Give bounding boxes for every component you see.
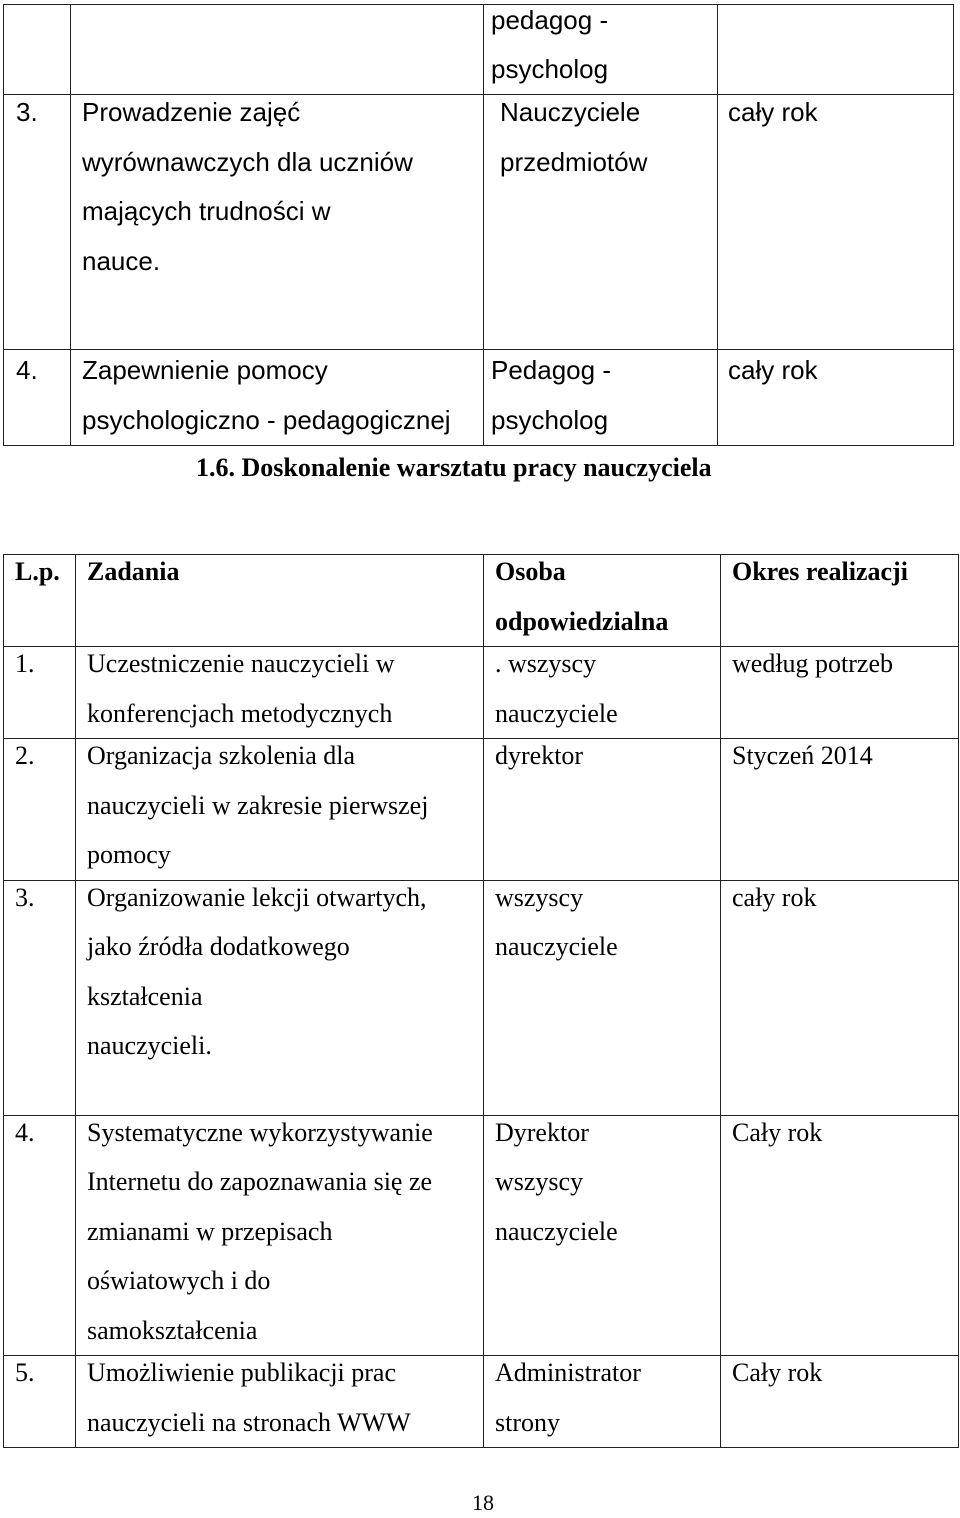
row-number-text: 2. <box>15 741 35 770</box>
row-number <box>4 95 71 350</box>
row-number-text: 4. <box>16 355 38 385</box>
row-number-text: 3. <box>16 97 38 127</box>
responsible-cell <box>484 739 721 881</box>
period-cell <box>721 880 959 1115</box>
responsible-cell <box>484 350 718 446</box>
table-row <box>4 5 954 95</box>
task-cell <box>71 350 484 446</box>
responsible-text: Pedagog - psycholog <box>491 355 611 435</box>
task-cell <box>76 739 484 881</box>
table-row <box>4 1115 959 1356</box>
period-text: cały rok <box>728 97 818 127</box>
row-number-text: 3. <box>15 882 35 912</box>
continuation-table <box>3 4 954 446</box>
responsible-cell <box>484 1356 721 1448</box>
header-period <box>721 555 959 647</box>
table-row <box>4 880 959 1115</box>
period-text: cały rok <box>728 355 818 385</box>
tasks-table <box>3 554 959 1448</box>
task-text: Uczestniczenie nauczycieli w konferencjach metodycznych <box>87 649 395 728</box>
task-cell <box>76 880 484 1115</box>
task-text: Zapewnienie pomocy psychologiczno - pedagogicznej <box>82 355 451 435</box>
table-row <box>4 350 954 446</box>
row-number-text: 5. <box>15 1358 35 1387</box>
task-text: Organizacja szkolenia dla nauczycieli w zakresie pierwszej pomocy <box>87 741 429 869</box>
page-number: 18 <box>472 1490 494 1515</box>
section-heading <box>196 448 712 488</box>
task-text: Prowadzenie zajęć wyrównawczych dla uczniów mających trudności w nauce. <box>82 97 413 276</box>
period-text: według potrzeb <box>732 649 894 678</box>
period-cell <box>721 1115 959 1356</box>
responsible-cell <box>484 1115 721 1356</box>
responsible-cell <box>484 95 718 350</box>
header-task-text: Zadania <box>87 557 180 586</box>
responsible-text: Nauczyciele przedmiotów <box>500 97 648 177</box>
row-number <box>4 5 71 95</box>
period-text: cały rok <box>732 882 817 912</box>
responsible-text: . wszyscy nauczyciele <box>495 649 618 728</box>
row-number <box>4 880 76 1115</box>
period-cell <box>721 1356 959 1448</box>
section-heading-text: 1.6. Doskonalenie warsztatu pracy nauczyciela <box>196 453 712 482</box>
row-number-text: 1. <box>15 649 35 678</box>
responsible-cell <box>484 5 718 95</box>
period-cell <box>721 739 959 881</box>
row-number-text: 4. <box>15 1117 35 1147</box>
responsible-text: Administrator strony <box>495 1358 641 1437</box>
row-number <box>4 647 76 739</box>
table-header-row <box>4 555 959 647</box>
task-cell <box>71 95 484 350</box>
period-cell <box>721 647 959 739</box>
period-cell <box>718 5 954 95</box>
header-task <box>76 555 484 647</box>
responsible-text: pedagog - psycholog <box>491 5 609 84</box>
row-number <box>4 350 71 446</box>
task-text: Organizowanie lekcji otwartych, jako źródła dodatkowego kształcenia nauczycieli. <box>87 882 427 1060</box>
period-cell <box>718 350 954 446</box>
period-text: Styczeń 2014 <box>732 741 873 770</box>
task-cell <box>76 1115 484 1356</box>
period-cell <box>718 95 954 350</box>
table-row <box>4 739 959 881</box>
responsible-text: dyrektor <box>495 741 584 770</box>
table-row <box>4 647 959 739</box>
task-text: Umożliwienie publikacji prac nauczycieli na stronach WWW <box>87 1358 411 1437</box>
table-row <box>4 1356 959 1448</box>
responsible-text: wszyscy nauczyciele <box>495 882 618 961</box>
task-cell <box>76 1356 484 1448</box>
responsible-cell <box>484 647 721 739</box>
task-text: Systematyczne wykorzystywanie Internetu do zapoznawania się ze zmianami w przepisach oświatowych i do samokształcenia <box>87 1117 433 1345</box>
header-responsible-text: Osoba odpowiedzialna <box>495 557 669 636</box>
header-number <box>4 555 76 647</box>
header-responsible <box>484 555 721 647</box>
period-text: Cały rok <box>732 1358 823 1387</box>
row-number <box>4 739 76 881</box>
table-row <box>4 95 954 350</box>
row-number <box>4 1356 76 1448</box>
row-number <box>4 1115 76 1356</box>
period-text: Cały rok <box>732 1117 823 1147</box>
task-cell <box>71 5 484 95</box>
responsible-cell <box>484 880 721 1115</box>
header-period-text: Okres realizacji <box>732 557 908 586</box>
header-number-text: L.p. <box>15 557 60 586</box>
responsible-text: Dyrektor wszyscy nauczyciele <box>495 1117 618 1246</box>
task-cell <box>76 647 484 739</box>
